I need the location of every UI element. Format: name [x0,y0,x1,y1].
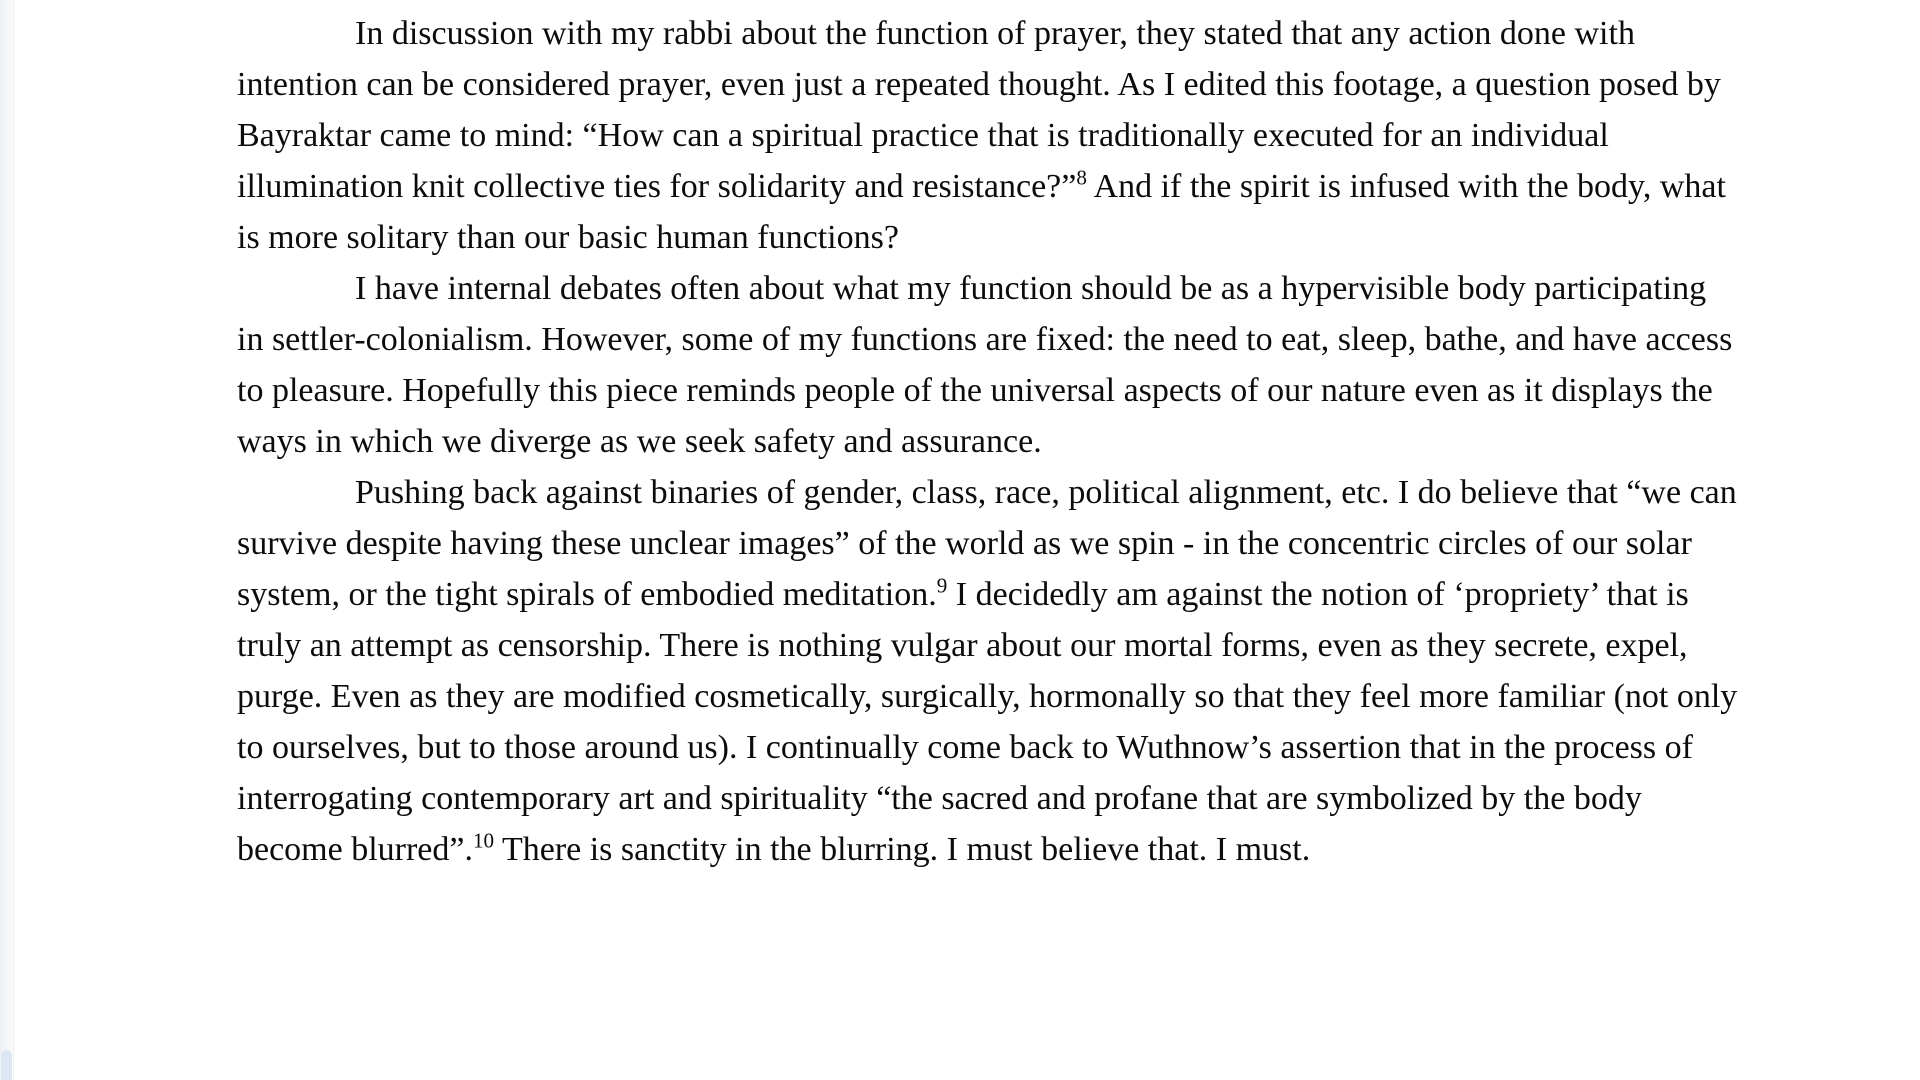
paragraph-text: Pushing back against binaries of gender, class, race, political alignment, etc. I do believe that “we can survive despite having these unclear images” of the world as we spin - in the concentric circles of our solar system, or the tight spirals of embodied meditation. [237,474,1737,613]
paragraph-text: In discussion with my rabbi about the function of prayer, they stated that any action done with intention can be considered prayer, even just a repeated thought. As I edited this footage, a question posed by Bayraktar came to mind: “How can a spiritual practice that is traditionally executed for an individual illumination knit collective ties for solidarity and resistance?” [237,15,1721,205]
footnote-ref: 10 [473,828,495,853]
paragraph-text: And if the spirit is infused with the body, what is more solitary than our basic human functions? [237,168,1726,256]
paragraph-text: I decidedly am against the notion of ‘propriety’ that is truly an attempt as censorship. There is nothing vulgar about our mortal forms, even as they secrete, expel, purge. Even as they are modified cosmetically, surgically, hormonally so that they feel more familiar (not only to ourselves, but to those around us). I continually come back to Wuthnow’s assertion that in the process of interrogating contemporary art and spirituality “the sacred and profane that are symbolized by the body become blurred”. [237,576,1738,868]
document-text-block [237,8,1739,875]
paragraph-text: There is sanctity in the blurring. I must believe that. I must. [494,831,1311,868]
footnote-ref: 9 [936,573,948,598]
paragraph-internal-debates [237,263,1739,467]
left-scrollbar-thumb[interactable] [1,1050,12,1080]
paragraph-pushing-back [237,467,1739,875]
paragraph-text: I have internal debates often about what my function should be as a hypervisible body participating in settler-colonialism. However, some of my functions are fixed: the need to eat, sleep, bathe, and have access to pleasure. Hopefully this piece reminds people of the universal aspects of our nature even as it displays the ways in which we diverge as we seek safety and assurance. [237,270,1733,460]
footnote-ref: 8 [1076,165,1087,190]
left-scrollbar-track[interactable] [0,0,14,1080]
paragraph-prayer [237,8,1739,263]
